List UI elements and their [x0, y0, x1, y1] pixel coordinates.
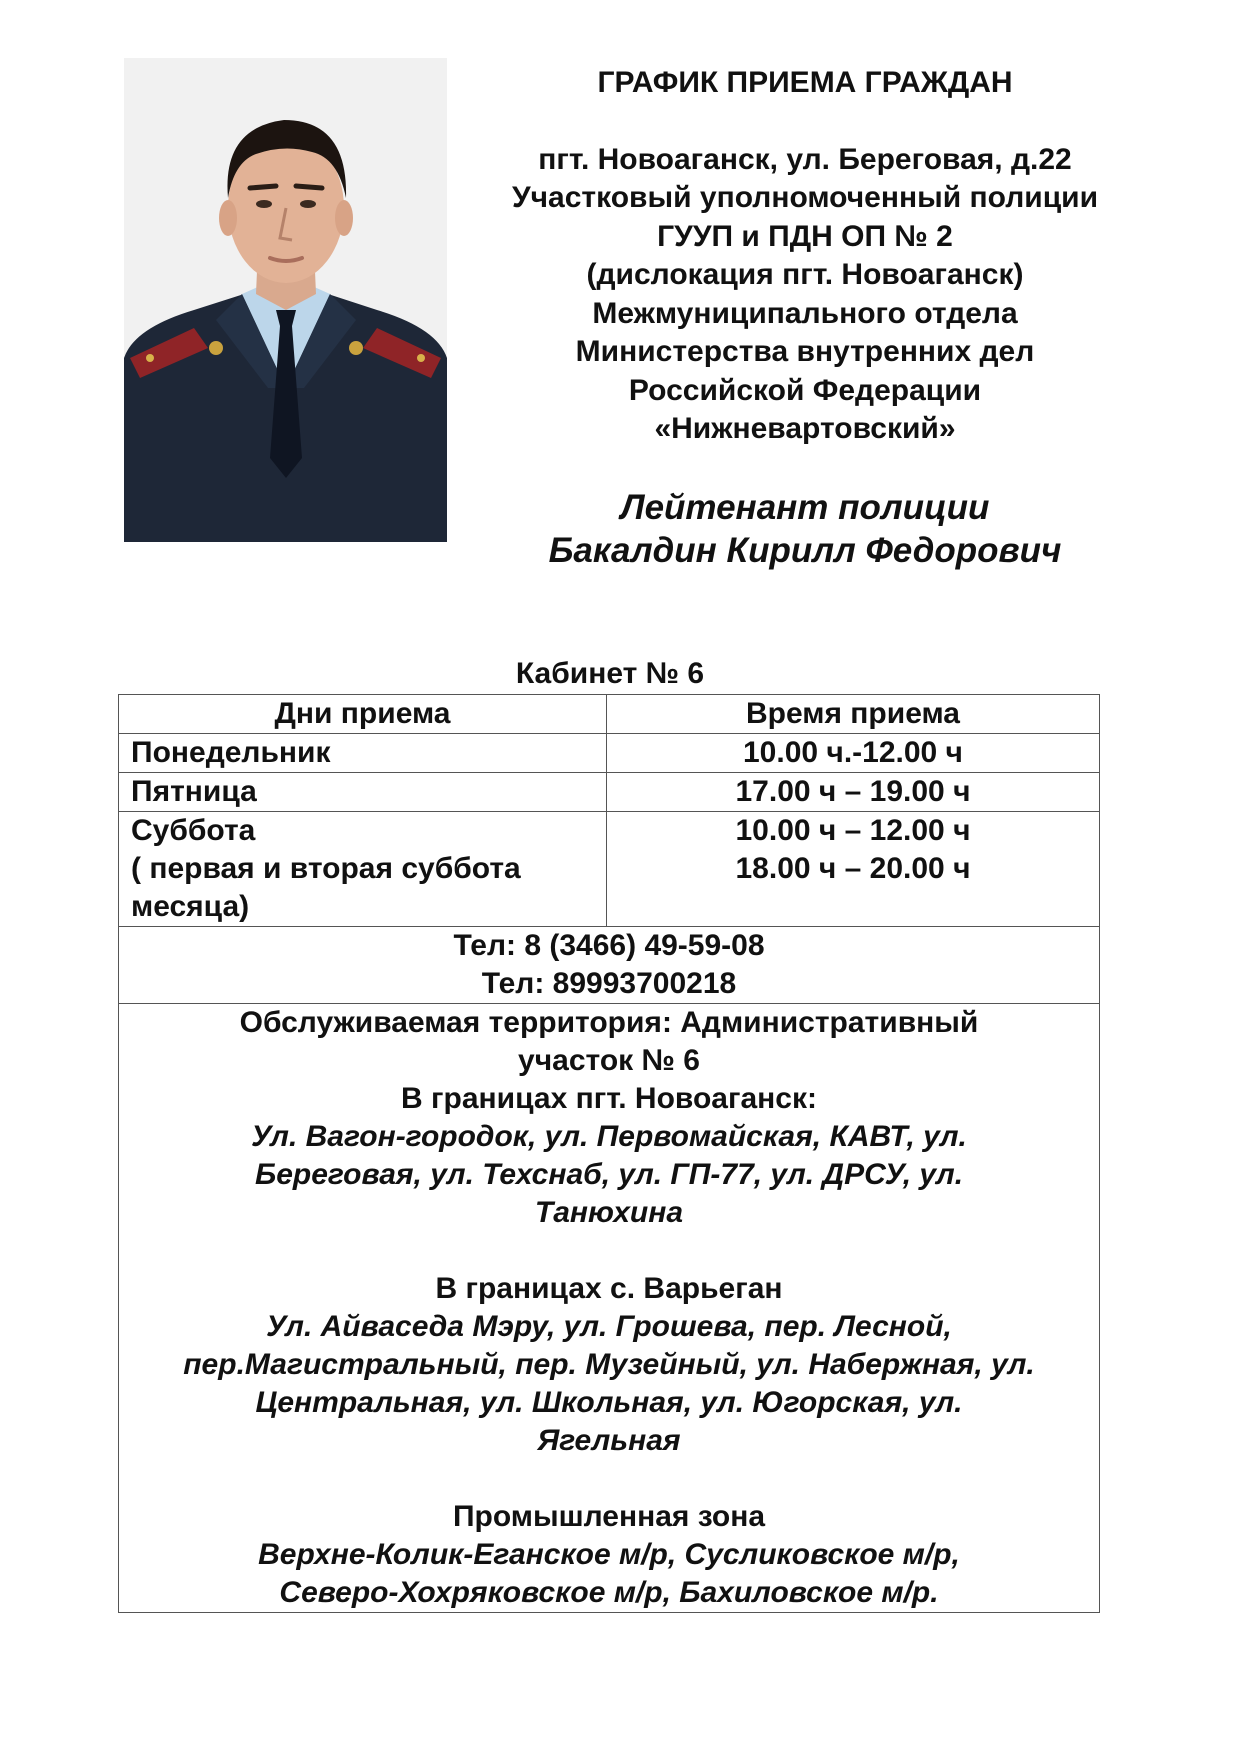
officer-portrait-photo: [124, 58, 447, 542]
day-name: Суббота: [131, 814, 256, 847]
header-line: «Нижневартовский»: [654, 412, 956, 445]
phones-cell: [119, 927, 1100, 1004]
zone-streets: Ул. Вагон-городок, ул. Первомайская, КАВТ, ул.: [251, 1120, 967, 1153]
header-line: ГУУП и ПДН ОП № 2: [657, 219, 953, 253]
header-line: Участковый уполномоченный полиции: [511, 181, 1099, 214]
officer-portrait-illustration: [124, 58, 447, 542]
zone-streets: Северо-Хохряковское м/р, Бахиловское м/р.: [279, 1576, 939, 1609]
zone-streets: Ул. Айваседа Мэру, ул. Грошева, пер. Лесной,: [266, 1310, 952, 1343]
zone-title: В границах пгт. Новоаганск:: [401, 1082, 817, 1115]
officer-rank: Лейтенант полиции: [620, 488, 990, 527]
day-note: месяца): [131, 890, 250, 923]
table-row: [119, 812, 1100, 927]
officer-name: Бакалдин Кирилл Федорович: [548, 531, 1062, 570]
time-cell: 10.00 ч.-12.00 ч: [607, 734, 1100, 773]
schedule-table: [118, 694, 1100, 1613]
phones-row: [119, 927, 1100, 1004]
zone-streets: Центральная, ул. Школьная, ул. Югорская, ул.: [255, 1386, 963, 1419]
time-range: 10.00 ч – 12.00 ч: [735, 814, 971, 847]
day-cell: Пятница: [119, 773, 607, 812]
zone-title: В границах с. Варьеган: [435, 1272, 783, 1305]
header-line: Межмуниципального отдела: [592, 296, 1018, 330]
time-cell: [607, 812, 1100, 927]
zone-streets: пер.Магистральный, пер. Музейный, ул. Набержная, ул.: [183, 1348, 1035, 1381]
spacer: [131, 1232, 1087, 1270]
spacer: [131, 1460, 1087, 1498]
zone-streets: Ягельная: [537, 1424, 681, 1457]
header-line: (дислокация пгт. Новоаганск): [586, 258, 1024, 291]
column-header-days: Дни приема: [119, 695, 607, 734]
zone-streets: Танюхина: [534, 1196, 684, 1229]
day-note: ( первая и вторая суббота: [131, 852, 521, 885]
time-range: 18.00 ч – 20.00 ч: [735, 852, 971, 885]
column-header-time: Время приема: [607, 695, 1100, 734]
table-row: [119, 773, 1100, 812]
day-cell: Понедельник: [119, 734, 607, 773]
phone-number: Тел: 8 (3466) 49-59-08: [453, 929, 765, 962]
header-line: пгт. Новоаганск, ул. Береговая, д.22: [538, 142, 1072, 176]
header-line: Министерства внутренних дел: [575, 335, 1035, 368]
phone-number: Тел: 89993700218: [481, 967, 737, 1000]
zone-streets: Береговая, ул. Техснаб, ул. ГП-77, ул. ДРСУ, ул.: [254, 1158, 964, 1191]
zone-streets: Верхне-Колик-Еганское м/р, Сусликовское м/р,: [258, 1538, 960, 1571]
header-line: Российской Федерации: [628, 373, 982, 407]
document-title: ГРАФИК ПРИЕМА ГРАЖДАН: [597, 66, 1013, 99]
territory-cell: [119, 1004, 1100, 1613]
territory-heading: Обслуживаемая территория: Административный: [239, 1006, 979, 1039]
time-cell: 17.00 ч – 19.00 ч: [607, 773, 1100, 812]
officer-info: [455, 486, 1155, 572]
territory-row: [119, 1004, 1100, 1613]
table-header-row: [119, 695, 1100, 734]
territory-heading: участок № 6: [518, 1044, 700, 1077]
day-cell: [119, 812, 607, 927]
table-row: [119, 734, 1100, 773]
cabinet-label: Кабинет № 6: [515, 657, 705, 690]
zone-title: Промышленная зона: [452, 1500, 766, 1533]
document-header: [455, 64, 1155, 449]
